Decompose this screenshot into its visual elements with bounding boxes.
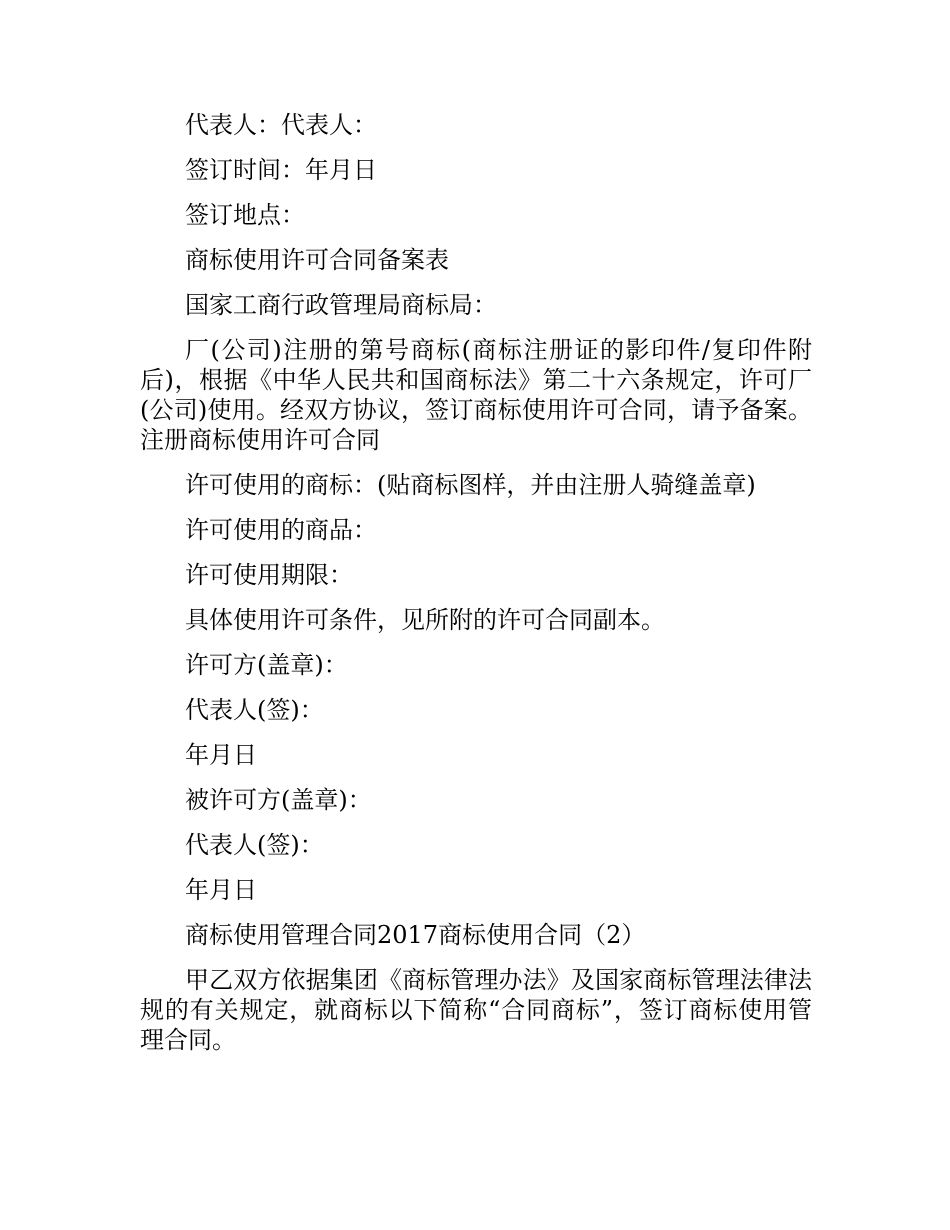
contract-heading-line: 商标使用管理合同2017商标使用合同（2） — [185, 921, 646, 949]
licensed-trademark-line: 许可使用的商标：(贴商标图样，并由注册人骑缝盖章) — [185, 471, 756, 499]
filing-form-title: 商标使用许可合同备案表 — [185, 246, 449, 274]
representative-line: 代表人：代表人： — [185, 111, 377, 139]
licensed-goods-line: 许可使用的商品： — [185, 516, 377, 544]
licensee-date-line: 年月日 — [185, 876, 257, 904]
licensor-date-line: 年月日 — [185, 741, 257, 769]
licensee-seal-line: 被许可方(盖章)： — [185, 786, 372, 814]
license-term-line: 许可使用期限： — [185, 561, 353, 589]
filing-paragraph: 厂(公司)注册的第号商标(商标注册证的影印件/复印件附后)，根据《中华人民共和国商标法》第二十六条规定，许可厂(公司)使用。经双方协议，签订商标使用许可合同，请予备案。注册商标使用许可合同 — [140, 336, 812, 454]
signing-place-line: 签订地点： — [185, 201, 305, 229]
addressee-line: 国家工商行政管理局商标局： — [185, 291, 497, 319]
licensee-representative-line: 代表人(签)： — [185, 831, 324, 859]
licensor-representative-line: 代表人(签)： — [185, 696, 324, 724]
document-body — [140, 110, 812, 1070]
contract-intro-paragraph: 甲乙双方依据集团《商标管理办法》及国家商标管理法律法规的有关规定，就商标以下简称“合同商标”，签订商标使用管理合同。 — [140, 966, 812, 1054]
signing-time-line: 签订时间：年月日 — [185, 156, 377, 184]
licensor-seal-line: 许可方(盖章)： — [185, 651, 348, 679]
license-conditions-line: 具体使用许可条件，见所附的许可合同副本。 — [185, 606, 665, 634]
